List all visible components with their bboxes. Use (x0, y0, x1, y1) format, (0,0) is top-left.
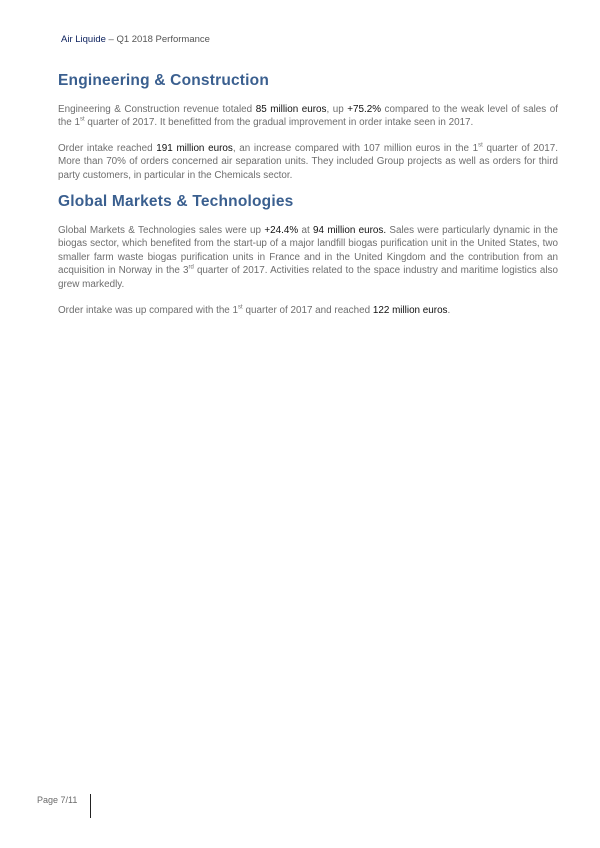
superscript: st (79, 117, 85, 124)
page-header (61, 34, 210, 45)
brand-name: Air Liquide (61, 34, 106, 45)
section-title-global-markets-technologies: Global Markets & Technologies (58, 193, 294, 211)
paragraph-gmt-sales (58, 224, 558, 291)
text: quarter of 2017. It benefitted from the gradual improvement in order intake seen in 2017. (84, 117, 474, 129)
text: compared to the weak level of sales of the 1 (58, 104, 558, 129)
text: Engineering & Construction revenue totaled (58, 104, 256, 115)
text: Global Markets & Technologies sales were up (58, 225, 265, 237)
text: Sales were particularly dynamic in the biogas sector, which benefited from the start-up of a major landfill biogas purification unit in the United States, two smaller farm waste biogas purification units in France and in the United Kingdom and the contribution from an acquisition in Norway in the 3 (58, 225, 559, 277)
highlight-growth: +75.2% (347, 104, 381, 115)
text: quarter of 2017. Activities related to the space industry and maritime logistics also grew markedly. (58, 265, 558, 290)
paragraph-ec-order-intake (58, 142, 558, 182)
highlight-growth: +24.4% (264, 225, 299, 237)
text: Order intake reached (58, 142, 157, 154)
highlight-order-intake: 191 million euros (156, 142, 233, 154)
highlight-revenue: 85 million euros (255, 104, 327, 115)
text: , an increase compared with 107 million euros in the 1 (232, 142, 479, 154)
text: . (447, 305, 451, 317)
page-number: Page 7/11 (37, 795, 78, 805)
text: , up (326, 104, 348, 115)
text: quarter of 2017. More than 70% of orders concerned air separation units. They included Group projects as well as orders for third party customers, in particular in the Chemicals sector. (58, 142, 559, 181)
text: Order intake was up compared with the 1 (58, 305, 239, 317)
header-separator: – (105, 34, 117, 45)
page-content (58, 70, 558, 317)
highlight-order-intake: 122 million euros (372, 305, 448, 317)
header-subtitle: Q1 2018 Performance (116, 34, 210, 45)
paragraph-ec-revenue (58, 103, 558, 130)
section-title-engineering-construction: Engineering & Construction (58, 72, 270, 89)
text: at (298, 225, 314, 237)
superscript: rd (188, 264, 194, 271)
text: quarter of 2017 and reached (242, 305, 373, 317)
footer-divider (90, 794, 91, 818)
superscript: st (478, 142, 483, 149)
paragraph-gmt-order-intake (58, 304, 558, 317)
highlight-sales: 94 million euros. (313, 225, 387, 237)
superscript: st (238, 304, 243, 311)
